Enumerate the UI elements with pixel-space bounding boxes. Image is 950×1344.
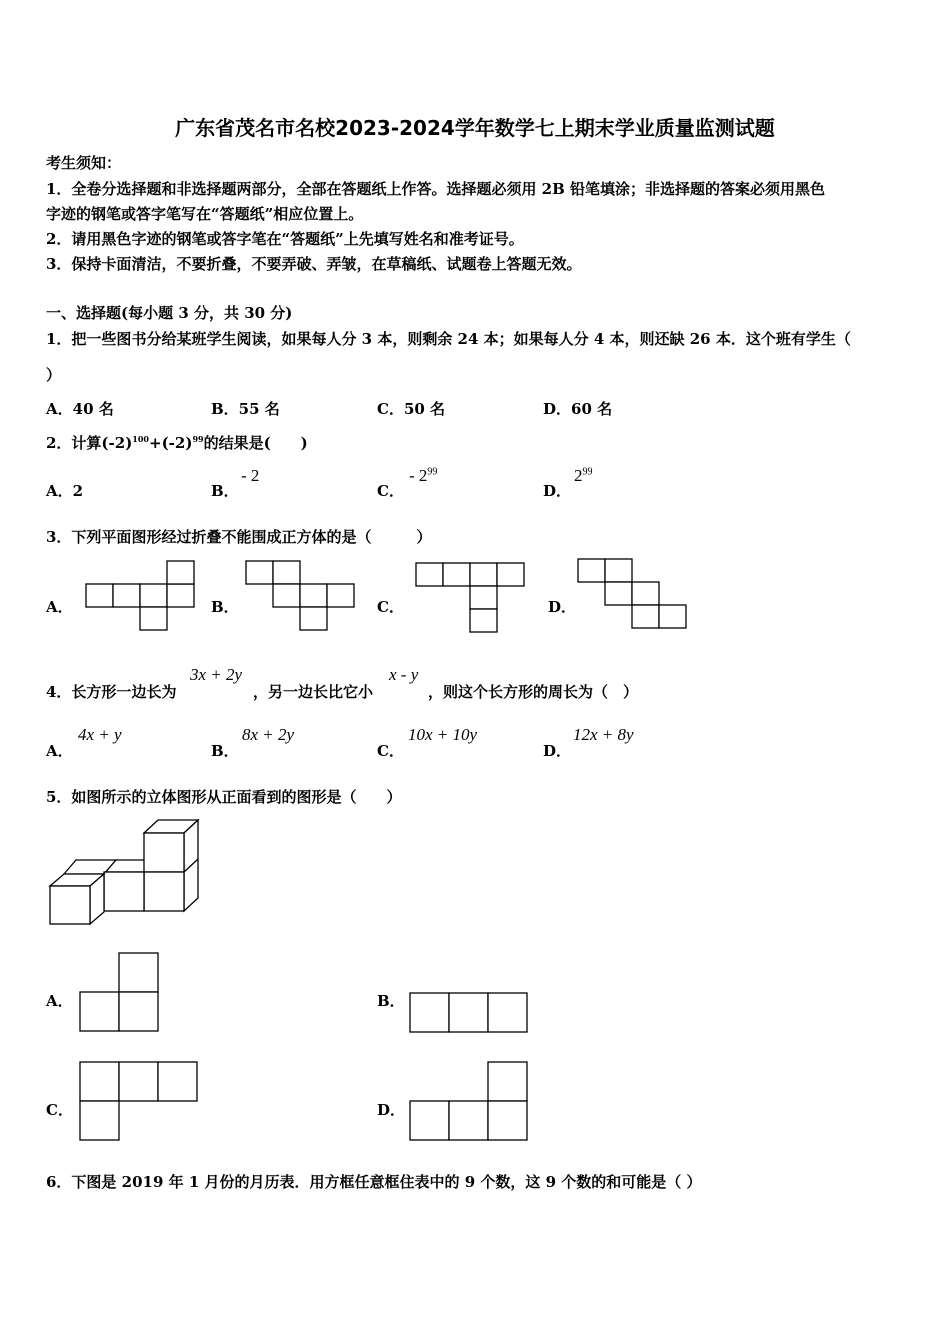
q4-expr-1: 3x + 2y (190, 665, 243, 684)
q4-label-d[interactable]: D． (543, 742, 572, 760)
q3-label-a[interactable]: A． (46, 598, 73, 616)
q2-option-a[interactable]: A．2 (46, 482, 84, 500)
q3-net-b[interactable] (240, 556, 366, 636)
notice-heading: 考生须知： (46, 154, 122, 172)
q4-expr-2: x - y (389, 665, 419, 684)
q1-option-b[interactable]: B．55 名 (211, 400, 280, 418)
q3-net-c[interactable] (410, 556, 536, 636)
q4-text-a: 4．长方形一边长为 (46, 683, 177, 701)
q6-text: 6．下图是 2019 年 1 月份的月历表．用方框任意框住表中的 9 个数，这 9 个数的和可能是（ ） (46, 1173, 702, 1191)
q3-label-d[interactable]: D． (548, 598, 577, 616)
q1-text-end: ） (46, 366, 62, 384)
q4-option-c[interactable]: 10x + 10y (408, 725, 478, 744)
q2-option-b[interactable]: - 2 (241, 466, 260, 485)
q5-label-b[interactable]: B． (377, 992, 405, 1010)
q2-text: 2．计算$(-2)^{100}+(-2)^{99}$的结果是( ) (46, 434, 308, 452)
q2-label-d[interactable]: D． (543, 482, 572, 500)
q5-option-b-figure[interactable] (408, 992, 532, 1034)
q1-option-a[interactable]: A．40 名 (46, 400, 114, 418)
q4-label-b[interactable]: B． (211, 742, 239, 760)
q4-text-b: ，另一边长比它小 (253, 683, 374, 701)
q5-text: 5．如图所示的立体图形从正面看到的图形是（ ） (46, 788, 402, 806)
q4-option-b[interactable]: 8x + 2y (242, 725, 295, 744)
notice-line-3: 3．保持卡面清洁，不要折叠，不要弄破、弄皱，在草稿纸、试题卷上答题无效。 (46, 255, 582, 273)
q5-option-a-figure[interactable] (78, 952, 162, 1034)
q5-label-d[interactable]: D． (377, 1101, 406, 1119)
q3-label-b[interactable]: B． (211, 598, 239, 616)
q3-label-c[interactable]: C． (377, 598, 404, 616)
q4-label-c[interactable]: C． (377, 742, 404, 760)
q1-text: 1．把一些图书分给某班学生阅读，如果每人分 3 本，则剩余 24 本；如果每人分 4 本，则还缺 26 本．这个班有学生（ (46, 330, 851, 348)
q5-label-c[interactable]: C． (46, 1101, 73, 1119)
page-title: 广东省茂名市名校2023-2024学年数学七上期末学业质量监测试题 (175, 116, 775, 140)
q5-solid-figure (46, 816, 206, 928)
q4-option-a[interactable]: 4x + y (78, 725, 122, 744)
q5-option-d-figure[interactable] (408, 1061, 532, 1143)
notice-line-2: 2．请用黑色字迹的钢笔或答字笔在“答题纸”上先填写姓名和准考证号。 (46, 230, 524, 248)
q5-option-c-figure[interactable] (78, 1061, 202, 1143)
q2-label-c[interactable]: C． (377, 482, 404, 500)
q4-label-a[interactable]: A． (46, 742, 73, 760)
q2-option-c[interactable]: - $2^{99}$ (409, 466, 438, 485)
q2-option-d[interactable]: $2^{99}$ (574, 466, 593, 485)
q1-option-c[interactable]: C．50 名 (377, 400, 446, 418)
q4-text-c: ，则这个长方形的周长为（ ） (428, 683, 639, 701)
section-heading: 一、选择题(每小题 3 分，共 30 分) (46, 304, 293, 322)
q3-net-d[interactable] (572, 552, 698, 632)
q1-option-d[interactable]: D．60 名 (543, 400, 613, 418)
q4-option-d[interactable]: 12x + 8y (573, 725, 634, 744)
notice-line-1b: 字迹的钢笔或答字笔写在“答题纸”相应位置上。 (46, 205, 364, 223)
q3-text: 3．下列平面图形经过折叠不能围成正方体的是（ ） (46, 528, 432, 546)
q3-net-a[interactable] (80, 556, 206, 636)
q2-label-b[interactable]: B． (211, 482, 239, 500)
q5-label-a[interactable]: A． (46, 992, 73, 1010)
notice-line-1a: 1．全卷分选择题和非选择题两部分，全部在答题纸上作答。选择题必须用 2B 铅笔填涂；非选择题的答案必须用黑色 (46, 180, 826, 198)
